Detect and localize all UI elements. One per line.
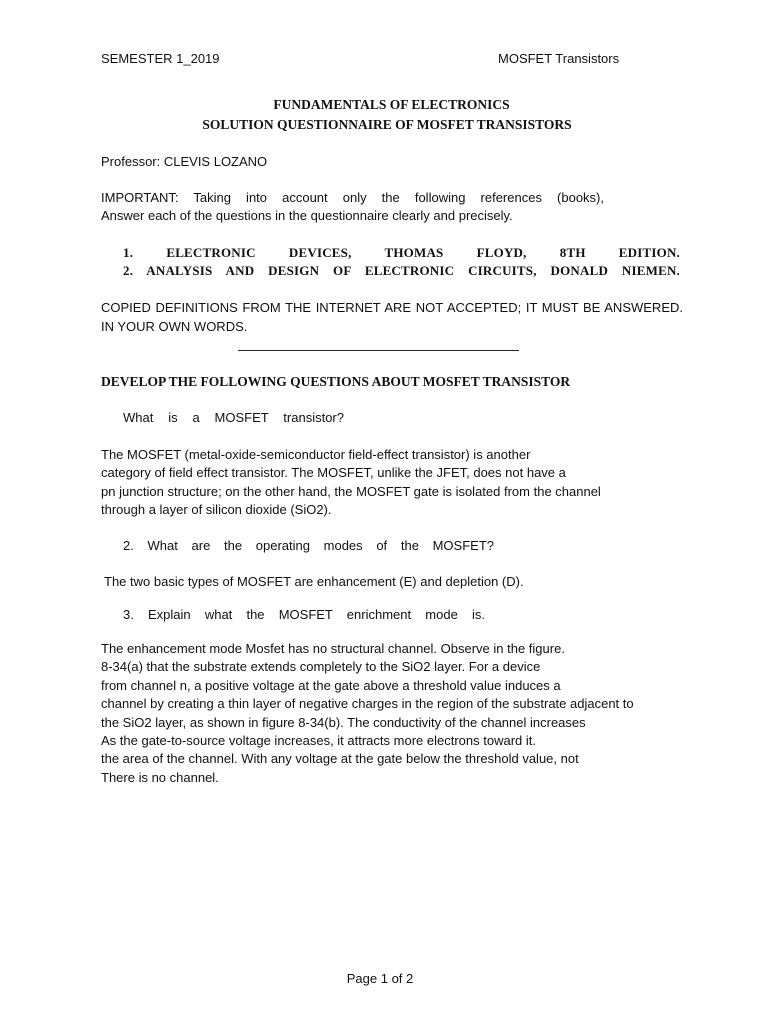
reference-item: 2. ANALYSIS AND DESIGN OF ELECTRONIC CIRCUITS, DONALD NIEMEN.: [123, 263, 680, 278]
professor-line: Professor: CLEVIS LOZANO: [101, 154, 268, 169]
answer-line: category of field effect transistor. The MOSFET, unlike the JFET, does not have a: [101, 465, 566, 481]
header-subject: MOSFET Transistors: [498, 51, 620, 66]
document-title: FUNDAMENTALS OF ELECTRONICS: [273, 97, 510, 112]
copied-definitions-notice: [101, 300, 683, 334]
question-3: 3. Explain what the MOSFET enrichment mode is.: [123, 607, 485, 622]
section-heading: DEVELOP THE FOLLOWING QUESTIONS ABOUT MOSFET TRANSISTOR: [101, 374, 571, 389]
answer-line: channel by creating a thin layer of negative charges in the region of the substrate adjacent to: [101, 696, 634, 712]
answer-line: pn junction structure; on the other hand, the MOSFET gate is isolated from the channel: [101, 483, 601, 499]
copied-notice-line-1: COPIED DEFINITIONS FROM THE INTERNET ARE NOT ACCEPTED; IT MUST BE ANSWERED.: [101, 300, 683, 315]
answer-line: 8-34(a) that the substrate extends completely to the SiO2 layer. For a device: [101, 659, 541, 675]
copied-notice-line-2: IN YOUR OWN WORDS.: [101, 319, 248, 334]
important-line-1: IMPORTANT: Taking into account only the following references (books),: [101, 190, 604, 205]
answer-2: The two basic types of MOSFET are enhancement (E) and depletion (D).: [104, 574, 524, 589]
question-2: 2. What are the operating modes of the MOSFET?: [123, 538, 494, 553]
document-subtitle: SOLUTION QUESTIONNAIRE OF MOSFET TRANSISTORS: [202, 117, 572, 132]
divider-line: [238, 350, 519, 351]
reference-item: 1. ELECTRONIC DEVICES, THOMAS FLOYD, 8TH EDITION.: [123, 245, 680, 260]
answer-line: As the gate-to-source voltage increases, it attracts more electrons toward it.: [101, 733, 536, 749]
answer-line: the SiO2 layer, as shown in figure 8-34(b). The conductivity of the channel increases: [101, 714, 586, 730]
answer-line: There is no channel.: [101, 769, 219, 785]
answer-line: The MOSFET (metal-oxide-semiconductor field-effect transistor) is another: [101, 447, 531, 462]
answer-line: The enhancement mode Mosfet has no structural channel. Observe in the figure.: [101, 641, 565, 656]
question-1: What is a MOSFET transistor?: [123, 410, 344, 425]
header-semester: SEMESTER 1_2019: [101, 51, 220, 66]
answer-line: the area of the channel. With any voltage at the gate below the threshold value, not: [101, 751, 579, 767]
reference-list: [123, 245, 680, 281]
answer-3: [101, 640, 634, 787]
important-line-2: Answer each of the questions in the questionnaire clearly and precisely.: [101, 208, 513, 223]
answer-1: [101, 446, 601, 520]
answer-line: from channel n, a positive voltage at the gate above a threshold value induces a: [101, 677, 561, 693]
page-number: Page 1 of 2: [346, 971, 414, 986]
answer-line: through a layer of silicon dioxide (SiO2).: [101, 502, 332, 518]
important-notice: [101, 190, 604, 223]
